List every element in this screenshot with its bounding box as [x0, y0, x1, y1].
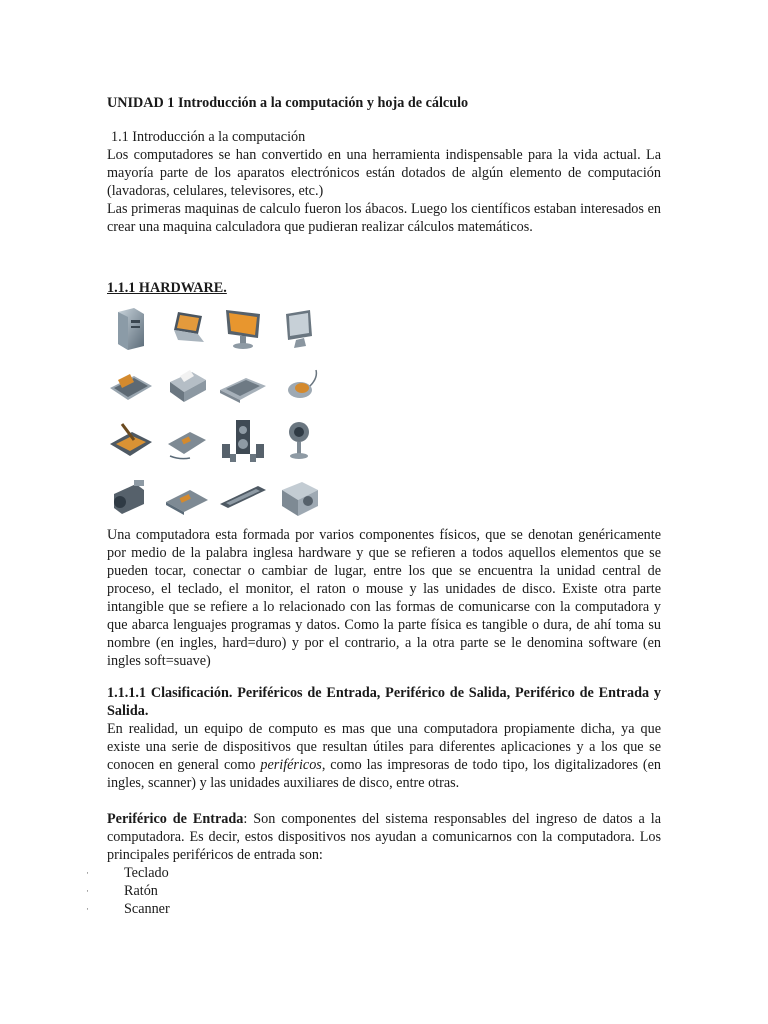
section-1-1-paragraph-2: Las primeras maquinas de calculo fueron los ábacos. Luego los científicos estaban interesados en crear una maquina calculadora que pudieran realizar cálculos matemáticos. — [107, 201, 661, 235]
section-1-1-paragraph-1: Los computadores se han convertido en una herramienta indispensable para la vida actual. La mayoría parte de los aparatos electrónicos están dotados de algún elemento de computación (lavadoras, celulares, televisores, etc.) — [107, 147, 661, 199]
webcam-icon — [272, 414, 326, 468]
list-item-label: Ratón — [124, 883, 158, 899]
printer-icon — [160, 358, 214, 412]
speakers-icon — [216, 414, 270, 468]
hardware-icons-grid — [104, 302, 326, 524]
hardware-paragraph: Una computadora esta formada por varios componentes físicos, que se denotan genéricamente por medio de la palabra inglesa hardware y que se refieren a todos aquellos elementos que se pueden tocar, conectar o cambiar de lugar, entre los que se encuentra la unidad central de proceso, el teclado, el monitor, el raton o mouse y las unidades de disco. Existe otra parte intangible que se refiere a lo relacionado con las formas de comunicarse con la computadora y que abarca lenguajes programas y datos. Como la parte física es tangible o dura, de ahí toma su nombre (en ingles, hard=duro) y por el contrario, a la otra parte se le denomina software (en ingles soft=suave) — [107, 527, 661, 669]
list-item-label: Scanner — [124, 901, 170, 917]
network-card-icon — [160, 470, 214, 524]
entrada-label: Periférico de Entrada — [107, 811, 244, 827]
circuit-board-icon — [160, 414, 214, 468]
entrada-paragraph: Periférico de Entrada: Son componentes del sistema responsables del ingreso de datos a la computadora. Es decir, estos dispositivos nos ayudan a comunicarnos con la computadora. Los principales periféricos de entrada son: — [107, 811, 661, 863]
camcorder-icon — [104, 470, 158, 524]
perifericos-term: periféricos — [260, 757, 322, 773]
laptop-icon — [160, 302, 214, 356]
scanner-icon — [104, 358, 158, 412]
memory-module-icon — [216, 470, 270, 524]
bullet-icon: · — [86, 886, 89, 896]
list-item — [0, 864, 300, 882]
mouse-icon — [272, 358, 326, 412]
document-heading: UNIDAD 1 Introducción a la computación y hoja de cálculo — [107, 95, 469, 111]
list-item-label: Teclado — [124, 865, 169, 881]
power-supply-icon — [272, 470, 326, 524]
keyboard-icon — [216, 358, 270, 412]
bullet-icon: · — [86, 904, 89, 914]
clasificacion-title: 1.1.1.1 Clasificación. Periféricos de Entrada, Periférico de Salida, Periférico de Entrada y Salida. — [107, 685, 661, 719]
flat-screen-icon — [272, 302, 326, 356]
clasificacion-paragraph: En realidad, un equipo de computo es mas que una computadora propiamente dicha, ya que existe una serie de dispositivos que resultan útiles para diferentes aplicaciones y a los que se conocen en general como periféricos, como las impresoras de todo tipo, los digitalizadores (en ingles, scanner) y las unidades auxiliares de disco, entre otras. — [107, 721, 661, 791]
section-1-1-title: 1.1 Introducción a la computación — [111, 129, 306, 145]
list-item — [0, 882, 300, 900]
monitor-icon — [216, 302, 270, 356]
hardware-title: 1.1.1 HARDWARE. — [107, 280, 227, 296]
bullet-icon: · — [86, 868, 89, 878]
computer-tower-icon — [104, 302, 158, 356]
graphics-tablet-icon — [104, 414, 158, 468]
list-item — [0, 900, 300, 918]
